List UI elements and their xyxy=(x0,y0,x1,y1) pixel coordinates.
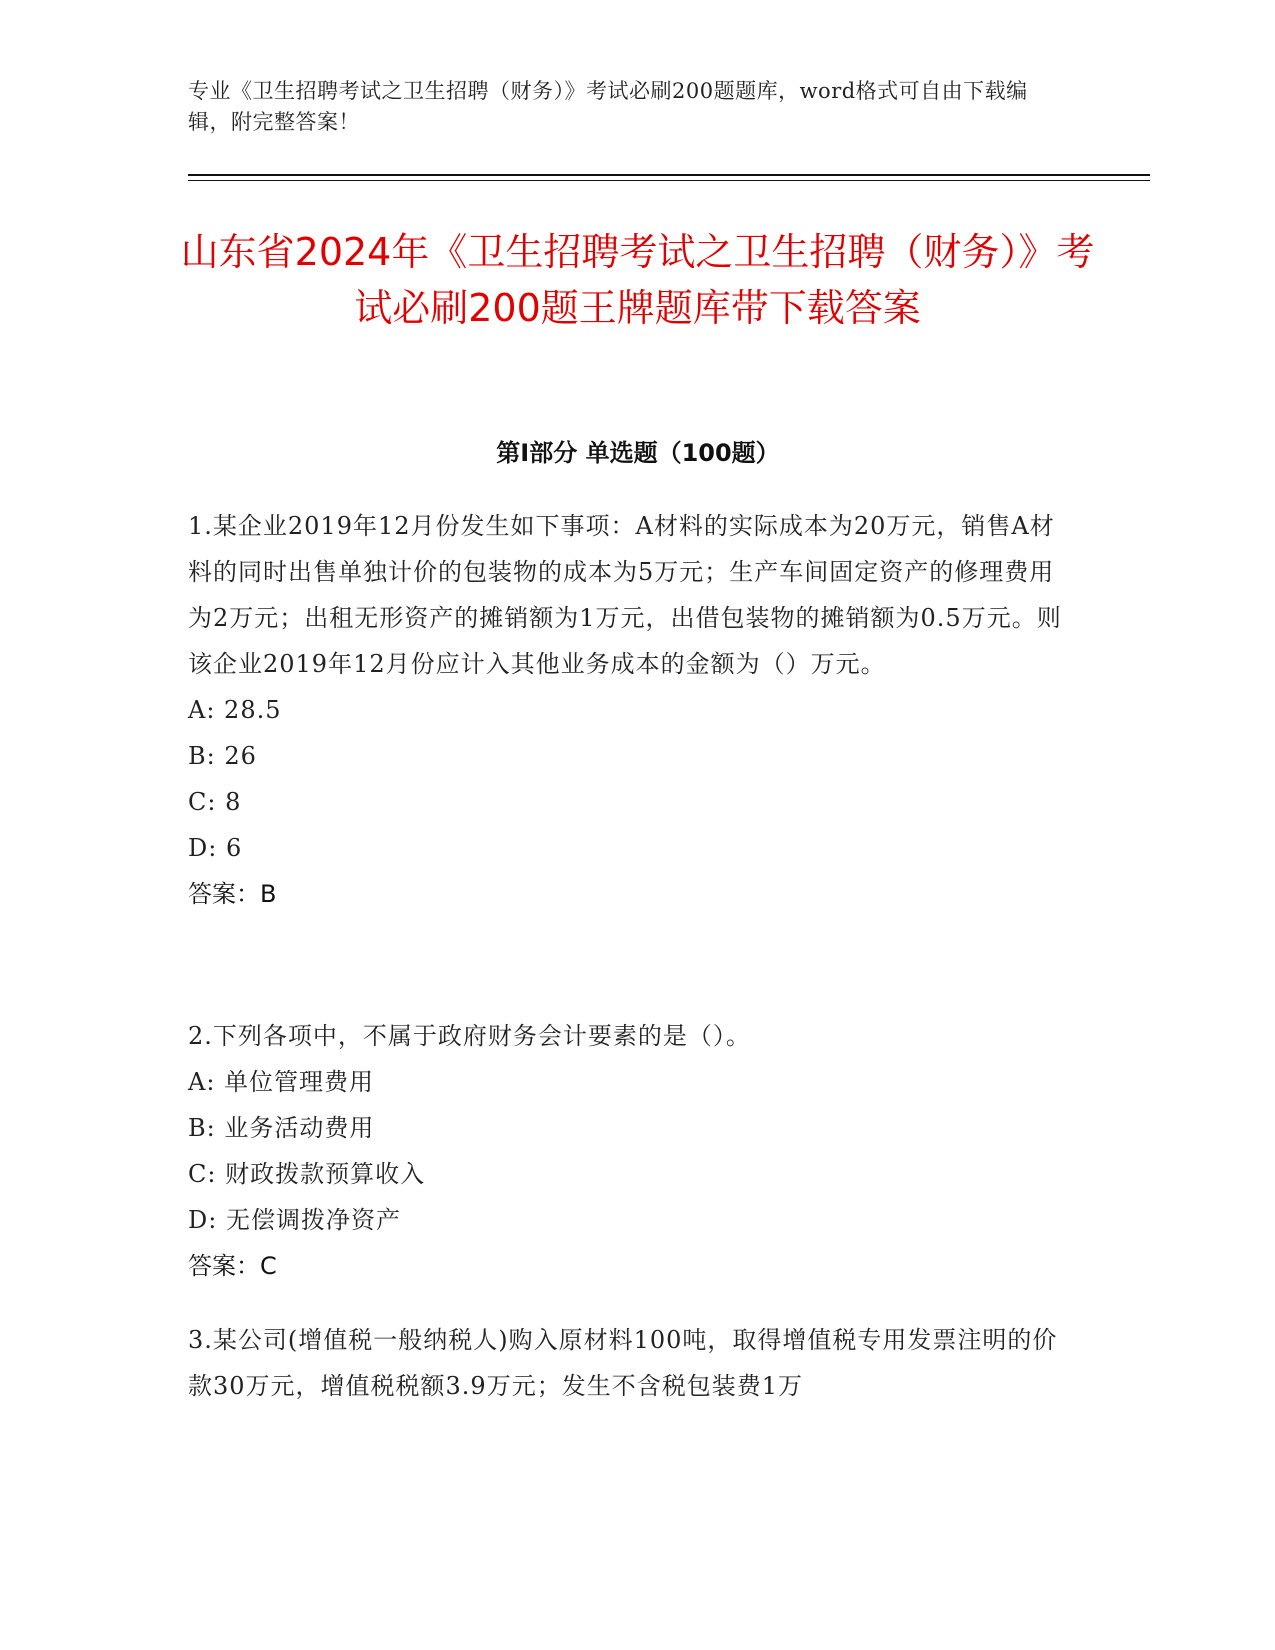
option-c: C: 8 xyxy=(188,788,242,816)
option-b: B: 26 xyxy=(188,742,257,770)
option-a: A: 28.5 xyxy=(188,696,282,724)
answer: 答案：C xyxy=(188,1252,277,1280)
option-b: B: 业务活动费用 xyxy=(188,1114,375,1142)
option-d: D: 6 xyxy=(188,834,243,862)
question-stem: 1.某企业2019年12月份发生如下事项：A材料的实际成本为20万元，销售A材料的同时出售单独计价的包装物的成本为5万元；生产车间固定资产的修理费用为2万元；出租无形资产的摊销额为1万元，出借包装物的摊销额为0.5万元。则该企业2019年12月份应计入其他业务成本的金额为（）万元。 xyxy=(188,512,1062,678)
section-heading: 第I部分 单选题（100题） xyxy=(496,439,780,467)
question-1 xyxy=(188,503,1068,917)
question-2 xyxy=(188,1013,1068,1289)
header-rule-thin xyxy=(188,180,1150,181)
document-title: 山东省2024年《卫生招聘考试之卫生招聘（财务）》考试必刷200题王牌题库带下载答案 xyxy=(180,230,1095,330)
question-3 xyxy=(188,1317,1068,1409)
question-stem: 3.某公司(增值税一般纳税人)购入原材料100吨，取得增值税专用发票注明的价款30万元，增值税税额3.9万元；发生不含税包装费1万 xyxy=(188,1326,1058,1400)
answer: 答案：B xyxy=(188,880,277,908)
option-a: A: 单位管理费用 xyxy=(188,1068,375,1096)
option-c: C: 财政拨款预算收入 xyxy=(188,1160,426,1188)
option-d: D: 无偿调拨净资产 xyxy=(188,1206,401,1234)
header-rule-thick xyxy=(188,174,1150,176)
question-stem: 2.下列各项中，不属于政府财务会计要素的是（）。 xyxy=(188,1022,751,1050)
header-note: 专业《卫生招聘考试之卫生招聘（财务）》考试必刷200题题库，word格式可自由下载编辑，附完整答案！ xyxy=(188,79,1028,134)
